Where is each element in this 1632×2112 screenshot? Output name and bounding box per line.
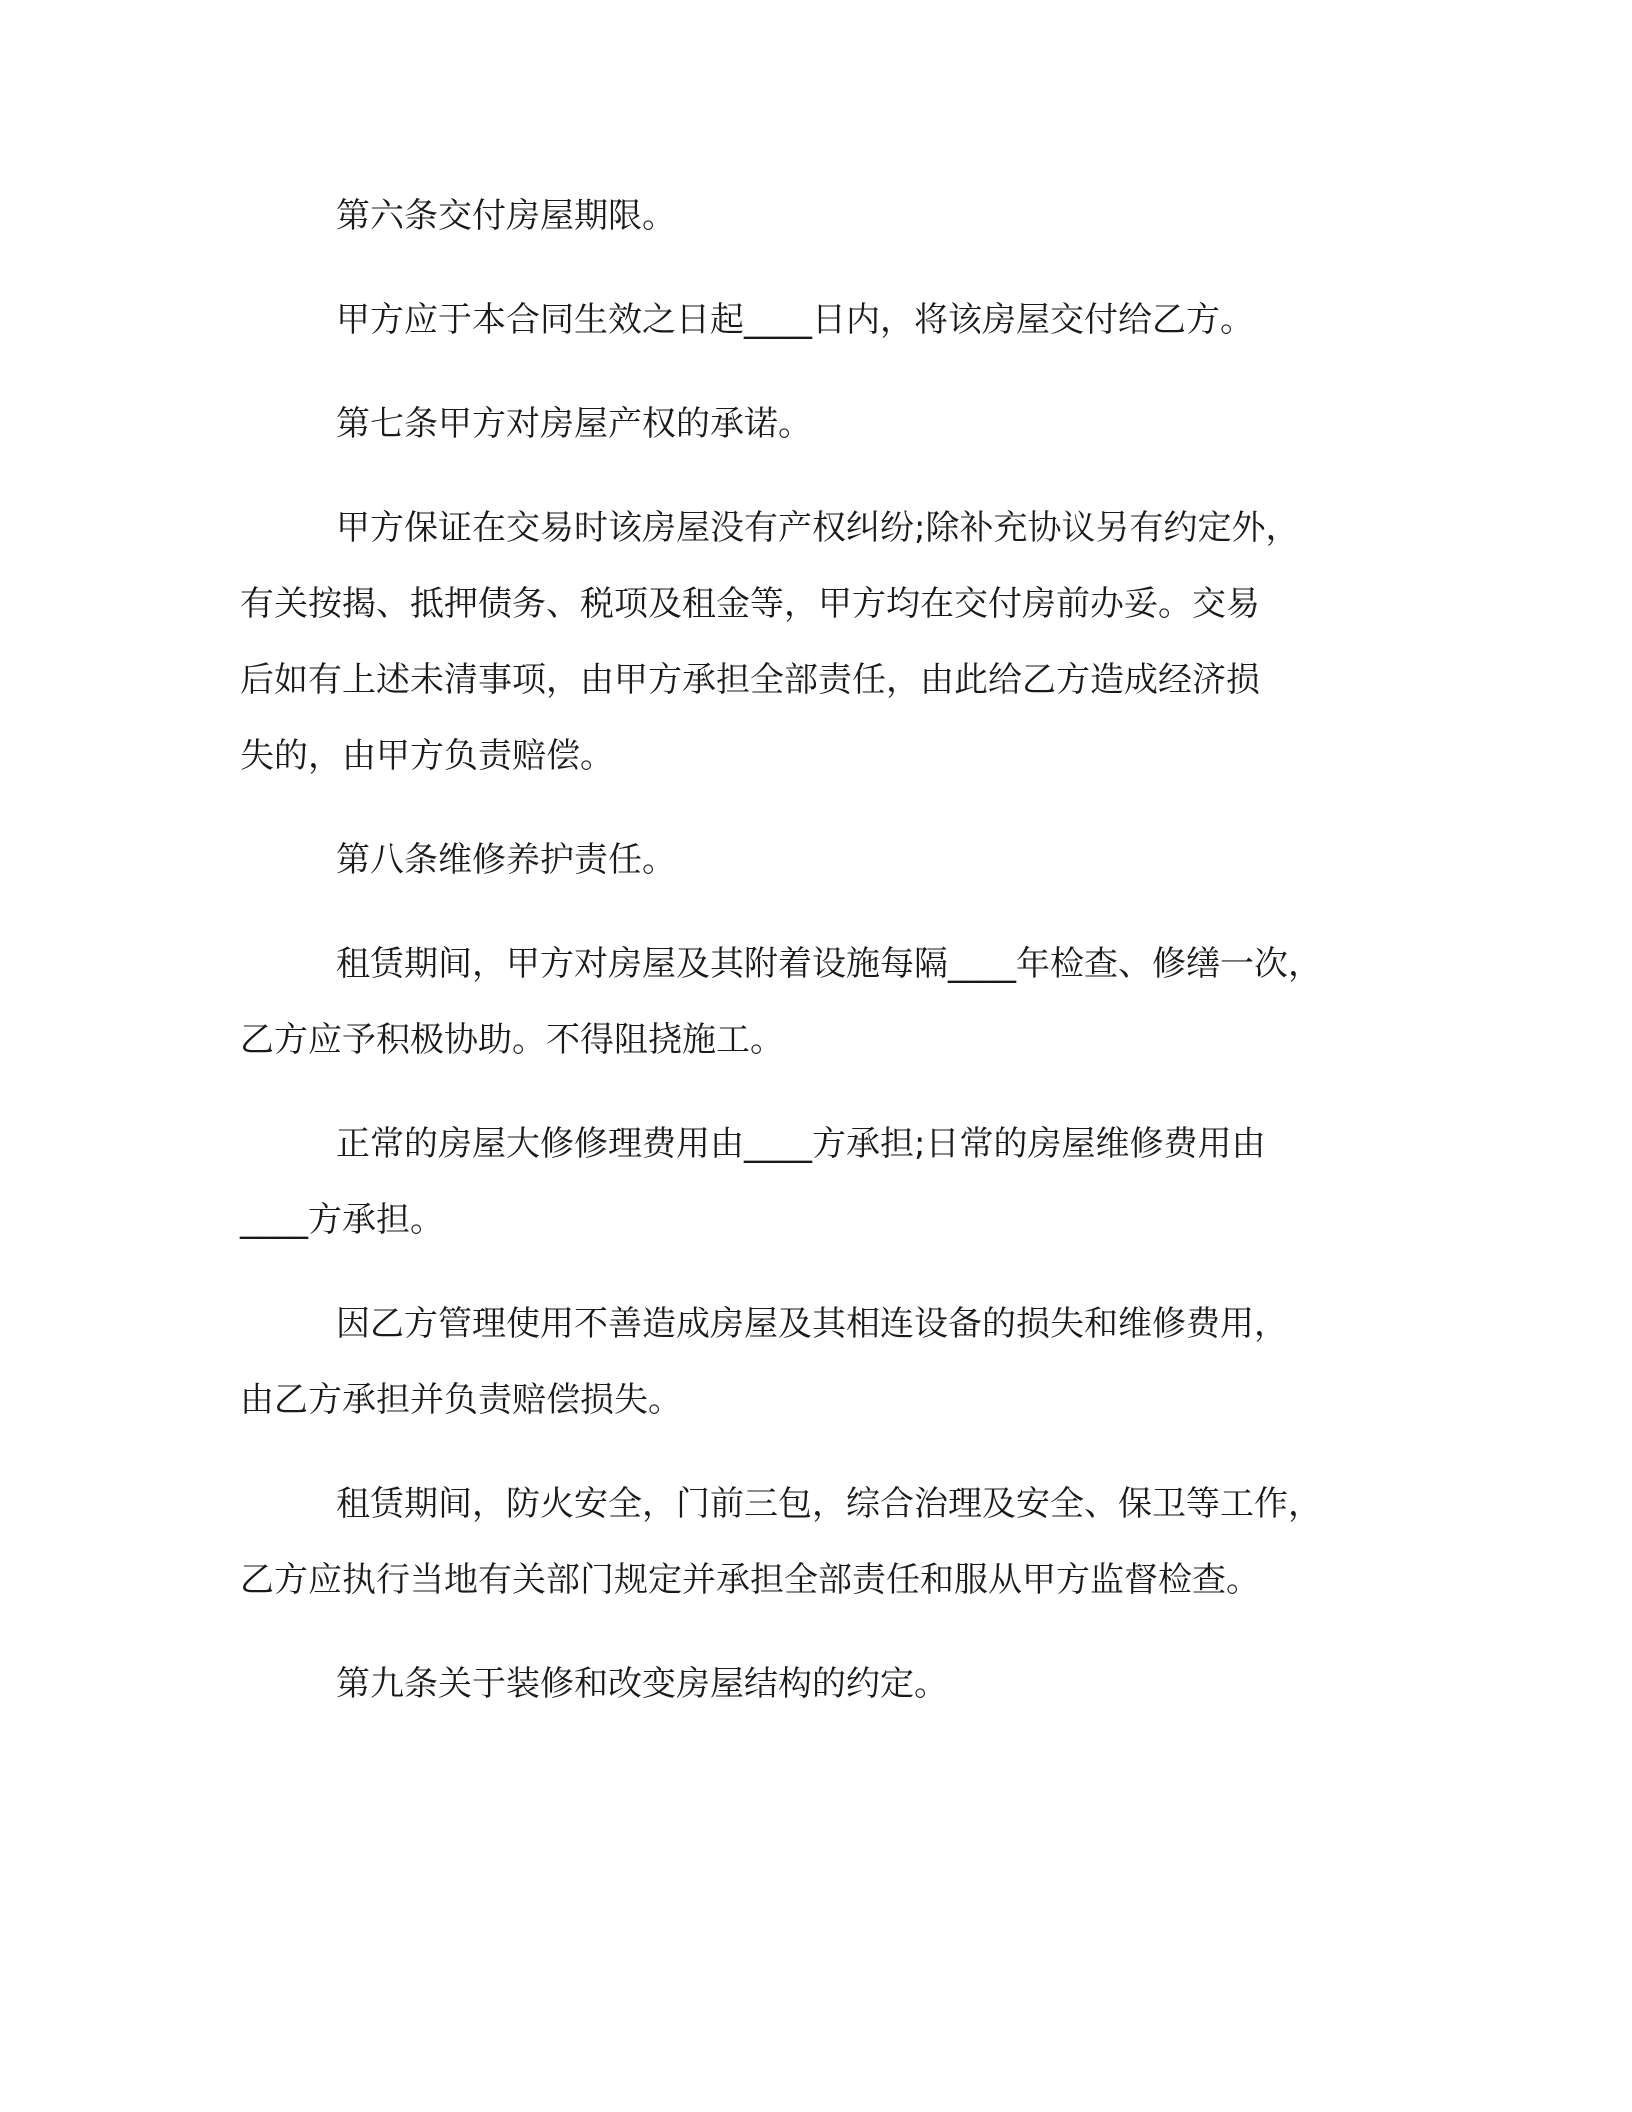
article-8-para-2-line-2: ____方承担。	[240, 1200, 444, 1240]
article-8-para-3-line-2: 由乙方承担并负责赔偿损失。	[240, 1380, 682, 1420]
article-8-para-2-line-1: 正常的房屋大修修理费用由____方承担;日常的房屋维修费用由	[336, 1124, 1266, 1164]
article-9-heading: 第九条关于装修和改变房屋结构的约定。	[336, 1664, 948, 1704]
article-7-body-line-3: 后如有上述未清事项，由甲方承担全部责任，由此给乙方造成经济损	[240, 660, 1260, 700]
article-8-para-1-line-2: 乙方应予积极协助。不得阻挠施工。	[240, 1020, 784, 1060]
article-6-body: 甲方应于本合同生效之日起____日内，将该房屋交付给乙方。	[336, 300, 1254, 340]
article-7-body-line-1: 甲方保证在交易时该房屋没有产权纠纷;除补充协议另有约定外，	[336, 508, 1300, 548]
article-8-para-1-line-1: 租赁期间，甲方对房屋及其附着设施每隔____年检查、修缮一次，	[336, 944, 1322, 984]
article-7-body-line-2: 有关按揭、抵押债务、税项及租金等，甲方均在交付房前办妥。交易	[240, 584, 1260, 624]
article-7-body-line-4: 失的，由甲方负责赔偿。	[240, 736, 614, 776]
article-8-para-4-line-2: 乙方应执行当地有关部门规定并承担全部责任和服从甲方监督检查。	[240, 1560, 1260, 1600]
article-6-heading: 第六条交付房屋期限。	[336, 196, 676, 236]
article-8-heading: 第八条维修养护责任。	[336, 840, 676, 880]
article-8-para-3-line-1: 因乙方管理使用不善造成房屋及其相连设备的损失和维修费用，	[336, 1304, 1288, 1344]
article-8-para-4-line-1: 租赁期间，防火安全，门前三包，综合治理及安全、保卫等工作，	[336, 1484, 1322, 1524]
article-7-heading: 第七条甲方对房屋产权的承诺。	[336, 404, 812, 444]
